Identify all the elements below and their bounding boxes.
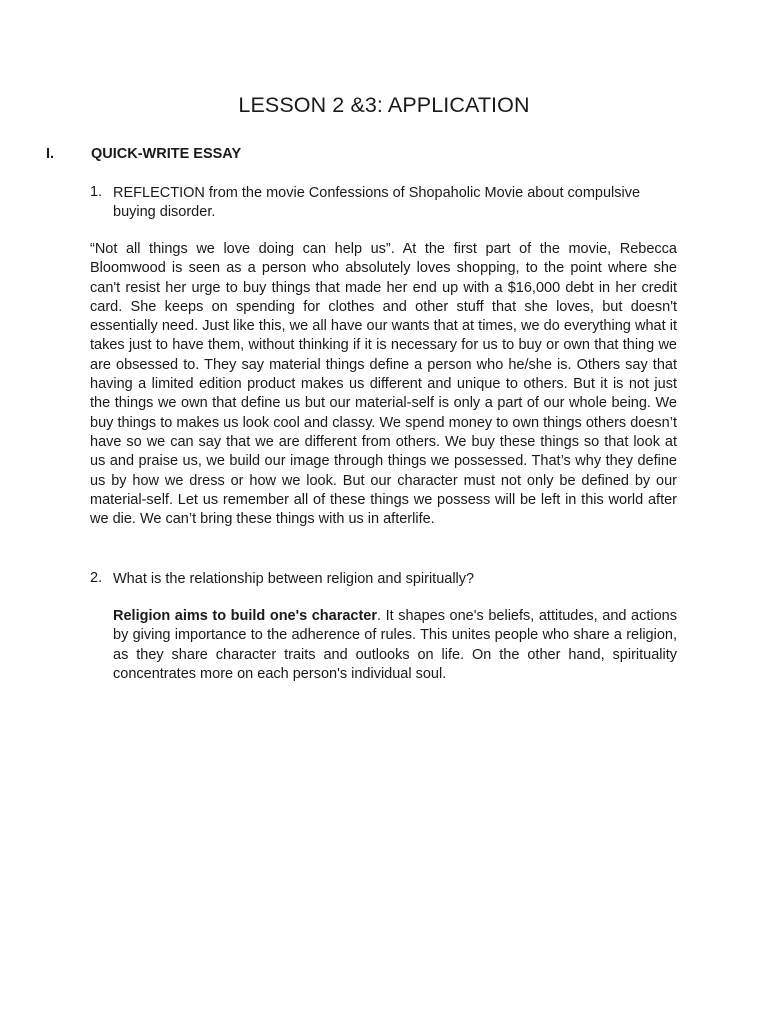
question-2-text: What is the relationship between religion and spiritually? bbox=[113, 571, 475, 587]
section-number: I. bbox=[46, 146, 55, 162]
question-1-text: REFLECTION from the movie Confessions of Shopaholic Movie about compulsive buying disorder. bbox=[113, 185, 641, 221]
question-2-answer-body: . It shapes one's beliefs, attitudes, and actions by giving importance to the adherence of rules. This unites people who share a religion, as they share character traits and outlooks on life. On the other hand, spirituality concentrates more on each person's individual soul. bbox=[113, 608, 677, 682]
question-2-number: 2. bbox=[90, 570, 103, 586]
page-title: LESSON 2 &3: APPLICATION bbox=[238, 93, 530, 117]
question-2-answer bbox=[113, 607, 677, 684]
question-1-number: 1. bbox=[90, 184, 103, 200]
question-2-answer-lead: Religion aims to build one's character bbox=[113, 608, 377, 624]
section-title: QUICK-WRITE ESSAY bbox=[91, 146, 242, 162]
question-1-answer: “Not all things we love doing can help us”. At the first part of the movie, Rebecca Bloomwood is seen as a person who absolutely loves shopping, to the point where she can't resist her urge to buy things that made her end up with a $16,000 debt in her credit card. She keeps on spending for clothes and other stuff that she loves, but doesn't essentially need. Just like this, we all have our wants that at times, we do everything what it takes just to have them, without thinking if it is necessary for us to buy or own that thing we are obsessed to. They say material things define a person who he/she is. Others say that having a limited edition product makes us different and unique to others. But it is not just the things we own that define us but our material-self is only a part of our whole being. We buy things to makes us look cool and classy. We spend money to own things others doesn’t have so we can say that we are different from others. We buy these things so that look at us and praise us, we build our image through things we possessed. That’s why they define us by how we dress or how we look. But our character must not only be defined by our material-self. Let us remember all of these things we possess will be left in this world after we die. We can’t bring these things with us in afterlife. bbox=[90, 241, 677, 528]
